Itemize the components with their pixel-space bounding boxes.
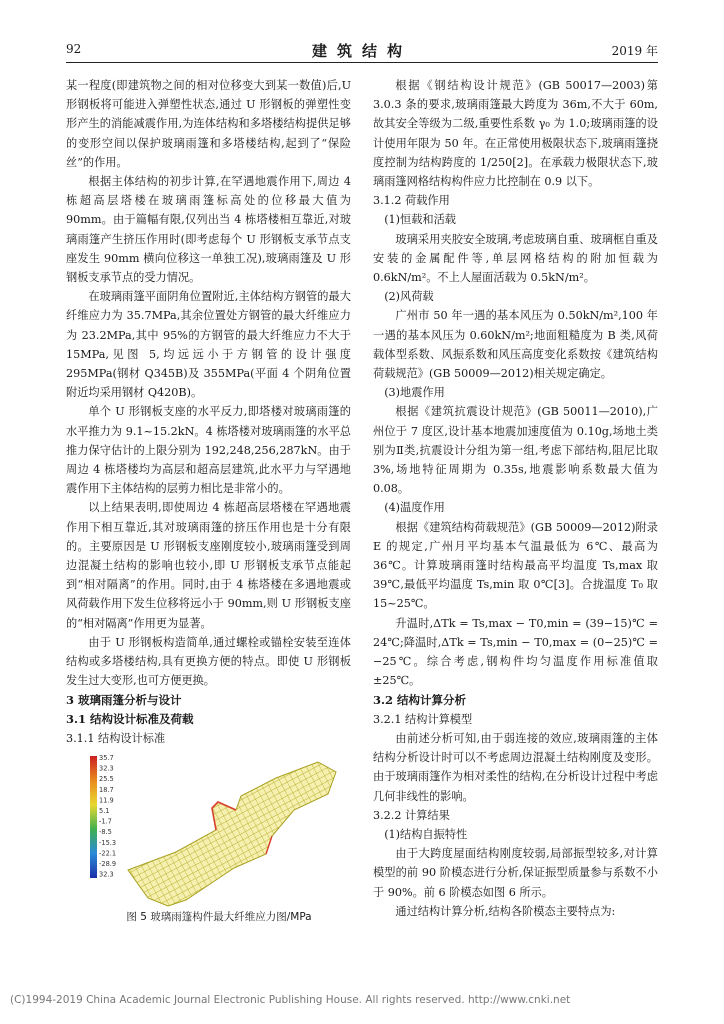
subheading-temperature: (4)温度作用: [384, 501, 445, 515]
subheading-wind-load: (2)风荷载: [384, 290, 434, 304]
paragraph: 通过结构计算分析,结构各阶模态主要特点为:: [395, 904, 616, 918]
legend-colorbar: [90, 756, 97, 878]
subheading-seismic: (3)地震作用: [384, 386, 445, 400]
legend-value-label: 32.3: [99, 764, 114, 773]
section-heading-3-2-2: 3.2.2 计算结果: [373, 808, 450, 822]
section-heading-3-1: 3.1 结构设计标准及荷载: [66, 711, 194, 726]
paragraph: 以上结果表明,即使周边 4 栋超高层塔楼在罕遇地震作用下相互靠近,其对玻璃雨篷的挤压作用也是十分有限的。主要原因是 U 形钢板支座刚度较小,玻璃雨篷受到周边混凝土结构的影响也较小,即 U 形钢板支承节点能起到“相对隔离”的作用。同时,由于 4 栋塔楼在多遇地震或风荷载作用下发生位移将远小于 90mm,则 U 形钢板支座的“相对隔离”作用更为显著。: [66, 501, 351, 630]
legend-value-label: 5.1: [99, 807, 110, 816]
section-heading-3-1-1: 3.1.1 结构设计标准: [66, 731, 166, 745]
legend-value-label: 25.5: [99, 775, 114, 784]
legend-value-label: -15.3: [99, 838, 117, 847]
figure-caption: 图 5 玻璃雨篷构件最大纤维应力图/MPa: [126, 911, 312, 924]
paragraph: 根据主体结构的初步计算,在罕遇地震作用下,周边 4 栋超高层塔楼在玻璃雨篷标高处的位移最大值为 90mm。由于篇幅有限,仅列出当 4 栋塔楼相互靠近,对玻璃雨篷产生挤压作用时(即考虑每个 U 形钢板支承节点支座发生 90mm 横向位移这一单独工况),玻璃雨篷及 U 形钢板支承节点的受力情况。: [66, 175, 351, 285]
legend-value-label: 18.7: [99, 785, 114, 794]
legend-value-label: -1.7: [99, 817, 112, 826]
section-heading-3-2: 3.2 结构计算分析: [373, 692, 467, 707]
publication-year: 2019 年: [611, 44, 658, 58]
paragraph: 单个 U 形钢板支座的水平反力,即塔楼对玻璃雨篷的水平推力为 9.1~15.2kN。4 栋塔楼对玻璃雨篷的水平总推力保守估计的上限分别为 192,248,256,287kN。由于周边 4 栋塔楼均为高层和超高层建筑,此水平力与罕遇地震作用下主体结构的层剪力相比是非常小的。: [66, 405, 351, 496]
right-column: [373, 76, 658, 921]
section-heading-3: 3 玻璃雨篷分析与设计: [66, 692, 182, 707]
paragraph: 由前述分析可知,由于弱连接的效应,玻璃雨篷的主体结构分析设计时可以不考虑周边混凝土结构刚度及变形。由于玻璃雨篷作为相对柔性的结构,在分析设计过程中考虑几何非线性的影响。: [373, 731, 658, 803]
left-column: [66, 76, 351, 927]
page-header: [66, 40, 658, 60]
legend-value-label: 32.3: [99, 870, 114, 879]
legend-value-label: -28.9: [99, 860, 117, 869]
stress-contour-figure: [66, 750, 351, 908]
copyright-footer: (C)1994-2019 China Academic Journal Electronic Publishing House. All rights reserved. http://www.cnki.net: [10, 994, 571, 1006]
section-heading-3-2-1: 3.2.1 结构计算模型: [373, 712, 473, 726]
journal-title: 建筑结构: [311, 42, 412, 60]
paragraph: 玻璃采用夹胶安全玻璃,考虑玻璃自重、玻璃框自重及安装的金属配件等,单层网格结构的附加恒载为 0.6kN/m²。不上人屋面活载为 0.5kN/m²。: [373, 232, 658, 285]
paragraph: 升温时,ΔTk = Ts,max − T0,min = (39−15)℃ = 24℃;降温时,ΔTk = Ts,min − T0,max = (0−25)℃ = −25℃。综合考虑,钢构件均匀温度作用标准值取±25℃。: [373, 616, 658, 688]
paragraph: 某一程度(即建筑物之间的相对位移变大到某一数值)后,U 形钢板将可能进入弹塑性状态,通过 U 形钢板的弹塑性变形产生的消能减震作用,为连体结构和多塔楼结构提供足够的变形空间以保护玻璃雨篷和多塔楼结构,起到了“保险丝”的作用。: [66, 79, 351, 169]
legend-value-label: -8.5: [99, 828, 112, 837]
paragraph: 由于 U 形钢板构造简单,通过螺栓或锚栓安装至连体结构或多塔楼结构,具有更换方便的特点。即使 U 形钢板发生过大变形,也可方便更换。: [66, 635, 351, 688]
header-rule: [66, 62, 658, 63]
paragraph: 根据《钢结构设计规范》(GB 50017—2003)第 3.0.3 条的要求,玻璃雨篷最大跨度为 36m,不大于 60m,故其安全等级为二级,重要性系数 γ₀ 为 1.0;玻璃雨篷的设计使用年限为 50 年。在正常使用极限状态下,玻璃雨篷挠度控制为结构跨度的 1/250[2]。在承载力极限状态下,玻璃雨篷网格结构构件应力比控制在 0.9 以下。: [373, 79, 658, 189]
legend-value-label: 35.7: [99, 754, 114, 763]
subheading-vibration: (1)结构自振特性: [384, 827, 468, 841]
canopy-mesh: [128, 762, 336, 906]
subheading-dead-live-load: (1)恒载和活载: [384, 213, 456, 227]
section-heading-3-1-2: 3.1.2 荷载作用: [373, 194, 450, 208]
paragraph: 根据《建筑抗震设计规范》(GB 50011—2010),广州位于 7 度区,设计基本地震加速度值为 0.10g,场地土类别为Ⅱ类,抗震设计分组为第一组,考虑下部结构,阻尼比取 3%,场地特征周期为 0.35s,地震影响系数最大值为 0.08。: [373, 405, 658, 496]
paragraph: 根据《建筑结构荷载规范》(GB 50009—2012)附录 E 的规定,广州月平均基本气温最低为 6℃、最高为 36℃。计算玻璃雨篷时结构最高平均温度 Ts,max 取 39℃,最低平均温度 Ts,min 取 0℃[3]。合拢温度 T₀ 取 15~25℃。: [373, 520, 658, 611]
paragraph: 广州市 50 年一遇的基本风压为 0.50kN/m²,100 年一遇的基本风压为 0.60kN/m²;地面粗糙度为 B 类,风荷载体型系数、风振系数和风压高度变化系数按《建筑结构荷载规范》(GB 50009—2012)相关规定确定。: [373, 309, 658, 381]
paragraph: 由于大跨度屋面结构刚度较弱,局部振型较多,对计算模型的前 90 阶模态进行分析,保证振型质量参与系数不小于 90%。前 6 阶模态如图 6 所示。: [373, 847, 658, 899]
legend-value-label: 11.9: [99, 796, 114, 805]
figure-5: [66, 750, 351, 908]
page-number: 92: [66, 42, 82, 56]
legend-value-label: -22.1: [99, 849, 117, 858]
paragraph: 在玻璃雨篷平面阴角位置附近,主体结构方钢管的最大纤维应力为 35.7MPa,其余位置处方钢管的最大纤维应力为 23.2MPa,其中 95%的方钢管的最大纤维应力不大于 15MPa,见图 5,均远远小于方钢管的设计强度 295MPa(钢材 Q345B)及 355MPa(平面 4 个阴角位置附近均采用钢材 Q420B)。: [66, 290, 351, 400]
